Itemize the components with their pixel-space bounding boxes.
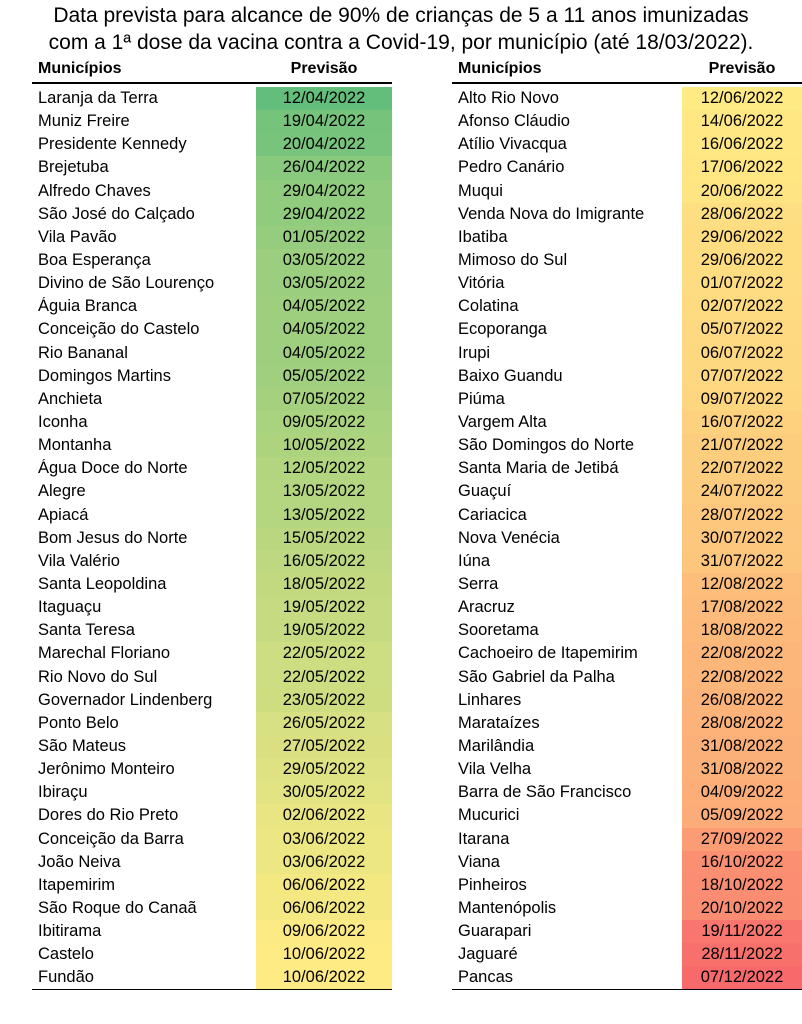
previsao-date: 02/07/2022 [682, 295, 802, 318]
municipio-name: Itarana [458, 829, 510, 848]
table-row [32, 434, 392, 457]
previsao-date: 28/11/2022 [682, 943, 802, 966]
previsao-date: 19/04/2022 [256, 110, 392, 133]
previsao-date: 01/05/2022 [256, 226, 392, 249]
table-row [32, 133, 392, 156]
municipio-name: Mimoso do Sul [458, 251, 568, 270]
table-right [452, 56, 802, 990]
municipio-name: Aracruz [458, 598, 515, 617]
municipio-name: Rio Bananal [38, 343, 128, 362]
table-row [32, 689, 392, 712]
municipio-name: Guaçuí [458, 482, 512, 501]
previsao-date: 26/08/2022 [682, 689, 802, 712]
municipio-name: Bom Jesus do Norte [38, 528, 188, 547]
table-row [32, 457, 392, 480]
municipio-name: Águia Branca [38, 297, 138, 316]
municipio-name: Vitória [458, 274, 505, 293]
previsao-date: 30/07/2022 [682, 527, 802, 550]
municipio-name: São Roque do Canaã [38, 898, 197, 917]
previsao-date: 07/12/2022 [682, 966, 802, 989]
previsao-date: 14/06/2022 [682, 110, 802, 133]
table-row [452, 434, 802, 457]
table-row [452, 758, 802, 781]
municipio-name: Colatina [458, 297, 519, 316]
table-row [452, 87, 802, 110]
municipio-name: Vila Valério [38, 551, 120, 570]
table-row [32, 619, 392, 642]
previsao-date: 03/06/2022 [256, 828, 392, 851]
municipio-name: Sooretama [458, 621, 539, 640]
table-row [32, 735, 392, 758]
municipio-name: Cachoeiro de Itapemirim [458, 644, 638, 663]
table-row [452, 411, 802, 434]
municipio-name: Piúma [458, 389, 505, 408]
table-row [452, 804, 802, 827]
previsao-date: 28/07/2022 [682, 504, 802, 527]
previsao-date: 26/05/2022 [256, 712, 392, 735]
table-row [32, 272, 392, 295]
previsao-date: 22/05/2022 [256, 666, 392, 689]
municipio-name: Jerônimo Monteiro [38, 760, 175, 779]
previsao-date: 28/08/2022 [682, 712, 802, 735]
municipio-name: Apiacá [38, 505, 89, 524]
municipio-name: São Mateus [38, 737, 127, 755]
previsao-date: 09/05/2022 [256, 411, 392, 434]
page-title [0, 2, 802, 56]
previsao-date: 05/05/2022 [256, 365, 392, 388]
previsao-date: 21/07/2022 [682, 434, 802, 457]
header-municipios: Municípios [458, 60, 542, 77]
municipio-name: Vargem Alta [458, 413, 547, 432]
municipio-name: Marilândia [458, 737, 535, 755]
title-line-2: com a 1ª dose da vacina contra a Covid-19, por município (até 18/03/2022). [48, 31, 754, 54]
previsao-date: 27/09/2022 [682, 828, 802, 851]
table-row [32, 666, 392, 689]
municipio-name: Barra de São Francisco [458, 783, 632, 802]
previsao-date: 06/06/2022 [256, 897, 392, 920]
previsao-date: 13/05/2022 [256, 480, 392, 503]
municipio-name: São Gabriel da Palha [458, 667, 615, 686]
table-row [452, 966, 802, 989]
table-row [452, 295, 802, 318]
table-row [32, 804, 392, 827]
municipio-name: Ibatiba [458, 227, 508, 246]
municipio-name: Itapemirim [38, 875, 116, 894]
municipio-name: Alto Rio Novo [458, 89, 559, 108]
previsao-date: 05/07/2022 [682, 318, 802, 341]
previsao-date: 01/07/2022 [682, 272, 802, 295]
table-row [452, 874, 802, 897]
municipio-name: Irupi [458, 343, 491, 362]
table-row [32, 527, 392, 550]
table-row [32, 550, 392, 573]
previsao-date: 16/07/2022 [682, 411, 802, 434]
municipio-name: Santa Maria de Jetibá [458, 459, 619, 478]
table-row [32, 966, 392, 989]
table-row [452, 735, 802, 758]
previsao-date: 12/05/2022 [256, 457, 392, 480]
municipio-name: Ponto Belo [38, 713, 119, 732]
table-row [452, 596, 802, 619]
table-row [32, 851, 392, 874]
table-left-header [32, 56, 392, 84]
previsao-date: 10/05/2022 [256, 434, 392, 457]
municipio-name: Castelo [38, 945, 94, 964]
table-row [452, 110, 802, 133]
title-line-1: Data prevista para alcance de 90% de crianças de 5 a 11 anos imunizadas [53, 4, 749, 27]
previsao-date: 16/06/2022 [682, 133, 802, 156]
municipio-name: Ibiraçu [38, 783, 88, 802]
table-row [452, 527, 802, 550]
municipio-name: Dores do Rio Preto [38, 806, 179, 825]
table-row [32, 828, 392, 851]
previsao-date: 06/07/2022 [682, 342, 802, 365]
table-row [452, 226, 802, 249]
table-row [32, 249, 392, 272]
municipio-name: Montanha [38, 436, 112, 455]
table-row [32, 573, 392, 596]
municipio-name: Presidente Kennedy [38, 135, 187, 154]
municipio-name: Governador Lindenberg [38, 690, 213, 709]
municipio-name: Guarapari [458, 922, 532, 941]
municipio-name: Conceição da Barra [38, 829, 184, 848]
previsao-date: 10/06/2022 [256, 943, 392, 966]
municipio-name: Laranja da Terra [38, 89, 158, 108]
previsao-date: 31/08/2022 [682, 735, 802, 758]
municipio-name: Boa Esperança [38, 251, 151, 270]
municipio-name: Linhares [458, 690, 522, 709]
municipio-name: Conceição do Castelo [38, 320, 200, 339]
municipio-name: Fundão [38, 968, 94, 987]
table-row [452, 180, 802, 203]
table-row [452, 781, 802, 804]
previsao-date: 04/05/2022 [256, 295, 392, 318]
table-left-body [32, 84, 392, 990]
table-row [32, 365, 392, 388]
municipio-name: Pedro Canário [458, 158, 565, 177]
table-left [32, 56, 392, 990]
previsao-date: 23/05/2022 [256, 689, 392, 712]
municipio-name: Afonso Cláudio [458, 112, 570, 131]
previsao-date: 31/08/2022 [682, 758, 802, 781]
previsao-date: 04/05/2022 [256, 318, 392, 341]
previsao-date: 26/04/2022 [256, 156, 392, 179]
table-row [32, 342, 392, 365]
municipio-name: Viana [458, 852, 500, 871]
table-row [452, 920, 802, 943]
table-row [32, 874, 392, 897]
municipio-name: Alfredo Chaves [38, 181, 151, 200]
municipio-name: Atílio Vivacqua [458, 135, 567, 154]
table-row [32, 758, 392, 781]
table-row [32, 480, 392, 503]
table-row [452, 133, 802, 156]
previsao-date: 17/08/2022 [682, 596, 802, 619]
table-row [452, 550, 802, 573]
previsao-date: 02/06/2022 [256, 804, 392, 827]
previsao-date: 29/05/2022 [256, 758, 392, 781]
municipio-name: Alegre [38, 482, 86, 501]
municipio-name: Mucurici [458, 806, 520, 825]
previsao-date: 22/08/2022 [682, 642, 802, 665]
previsao-date: 22/08/2022 [682, 666, 802, 689]
table-right-header [452, 56, 802, 84]
table-row [452, 318, 802, 341]
table-row [452, 828, 802, 851]
table-row [452, 642, 802, 665]
municipio-name: Mantenópolis [458, 898, 557, 917]
table-row [32, 388, 392, 411]
table-row [452, 365, 802, 388]
table-row [452, 851, 802, 874]
municipio-name: Vila Pavão [38, 227, 117, 246]
previsao-date: 19/05/2022 [256, 596, 392, 619]
table-row [32, 295, 392, 318]
table-row [32, 110, 392, 133]
table-row [452, 480, 802, 503]
previsao-date: 04/09/2022 [682, 781, 802, 804]
table-row [452, 504, 802, 527]
previsao-date: 29/04/2022 [256, 203, 392, 226]
table-row [452, 712, 802, 735]
table-row [452, 249, 802, 272]
previsao-date: 07/05/2022 [256, 388, 392, 411]
previsao-date: 04/05/2022 [256, 342, 392, 365]
municipio-name: Itaguaçu [38, 598, 102, 617]
municipio-name: Pinheiros [458, 875, 527, 894]
table-row [452, 897, 802, 920]
table-row [452, 457, 802, 480]
table-row [452, 619, 802, 642]
previsao-date: 20/06/2022 [682, 180, 802, 203]
previsao-date: 03/06/2022 [256, 851, 392, 874]
municipio-name: Marechal Floriano [38, 644, 171, 663]
previsao-date: 22/07/2022 [682, 457, 802, 480]
municipio-name: São José do Calçado [38, 204, 195, 223]
previsao-date: 03/05/2022 [256, 249, 392, 272]
municipio-name: Rio Novo do Sul [38, 667, 158, 686]
previsao-date: 18/05/2022 [256, 573, 392, 596]
header-previsao: Previsão [708, 60, 776, 77]
municipio-name: Baixo Guandu [458, 366, 563, 385]
table-row [32, 642, 392, 665]
municipio-name: Muniz Freire [38, 112, 130, 131]
municipio-name: Muqui [458, 181, 503, 200]
table-row [32, 180, 392, 203]
previsao-date: 29/06/2022 [682, 226, 802, 249]
previsao-date: 27/05/2022 [256, 735, 392, 758]
table-row [32, 87, 392, 110]
municipio-name: Domingos Martins [38, 366, 171, 385]
municipio-name: Vila Velha [458, 760, 532, 779]
header-municipios: Municípios [38, 60, 122, 77]
table-row [32, 411, 392, 434]
table-row [32, 897, 392, 920]
previsao-date: 18/10/2022 [682, 874, 802, 897]
table-row [452, 156, 802, 179]
header-previsao: Previsão [290, 60, 358, 77]
previsao-date: 05/09/2022 [682, 804, 802, 827]
table-right-body [452, 84, 802, 990]
municipio-name: Ibitirama [38, 922, 102, 941]
table-row [452, 689, 802, 712]
table-row [32, 596, 392, 619]
table-row [32, 318, 392, 341]
table-row [452, 203, 802, 226]
municipio-name: Venda Nova do Imigrante [458, 204, 645, 223]
previsao-date: 29/04/2022 [256, 180, 392, 203]
previsao-date: 31/07/2022 [682, 550, 802, 573]
municipio-name: Marataízes [458, 713, 540, 732]
previsao-date: 28/06/2022 [682, 203, 802, 226]
municipio-name: Iúna [458, 551, 491, 570]
table-row [32, 920, 392, 943]
previsao-date: 20/10/2022 [682, 897, 802, 920]
municipio-name: Pancas [458, 968, 514, 987]
municipio-name: Brejetuba [38, 158, 109, 177]
table-row [32, 156, 392, 179]
municipio-name: Serra [458, 575, 499, 594]
previsao-date: 29/06/2022 [682, 249, 802, 272]
municipio-name: Nova Venécia [458, 528, 560, 547]
table-row [32, 203, 392, 226]
previsao-date: 09/07/2022 [682, 388, 802, 411]
municipio-name: Divino de São Lourenço [38, 274, 215, 293]
previsao-date: 07/07/2022 [682, 365, 802, 388]
table-row [32, 943, 392, 966]
municipio-name: Água Doce do Norte [38, 459, 188, 478]
previsao-date: 18/08/2022 [682, 619, 802, 642]
previsao-date: 06/06/2022 [256, 874, 392, 897]
previsao-date: 30/05/2022 [256, 781, 392, 804]
previsao-date: 09/06/2022 [256, 920, 392, 943]
municipio-name: Iconha [38, 413, 88, 432]
table-row [32, 504, 392, 527]
table-row [452, 388, 802, 411]
previsao-date: 19/05/2022 [256, 619, 392, 642]
municipio-name: João Neiva [38, 852, 121, 871]
previsao-date: 24/07/2022 [682, 480, 802, 503]
table-row [452, 272, 802, 295]
previsao-date: 13/05/2022 [256, 504, 392, 527]
table-row [452, 573, 802, 596]
previsao-date: 12/06/2022 [682, 87, 802, 110]
municipio-name: Santa Teresa [38, 621, 135, 640]
municipio-name: São Domingos do Norte [458, 436, 635, 455]
municipio-name: Anchieta [38, 389, 103, 408]
table-row [32, 712, 392, 735]
previsao-date: 20/04/2022 [256, 133, 392, 156]
previsao-date: 15/05/2022 [256, 527, 392, 550]
previsao-date: 10/06/2022 [256, 966, 392, 989]
municipio-name: Ecoporanga [458, 320, 547, 339]
table-row [452, 943, 802, 966]
table-row [452, 342, 802, 365]
municipio-name: Santa Leopoldina [38, 575, 167, 594]
previsao-date: 12/08/2022 [682, 573, 802, 596]
table-row [32, 781, 392, 804]
previsao-date: 19/11/2022 [682, 920, 802, 943]
municipio-name: Cariacica [458, 505, 527, 524]
previsao-date: 16/10/2022 [682, 851, 802, 874]
previsao-date: 03/05/2022 [256, 272, 392, 295]
municipio-name: Jaguaré [458, 945, 518, 964]
previsao-date: 12/04/2022 [256, 87, 392, 110]
previsao-date: 22/05/2022 [256, 642, 392, 665]
table-row [32, 226, 392, 249]
previsao-date: 16/05/2022 [256, 550, 392, 573]
table-row [452, 666, 802, 689]
previsao-date: 17/06/2022 [682, 156, 802, 179]
